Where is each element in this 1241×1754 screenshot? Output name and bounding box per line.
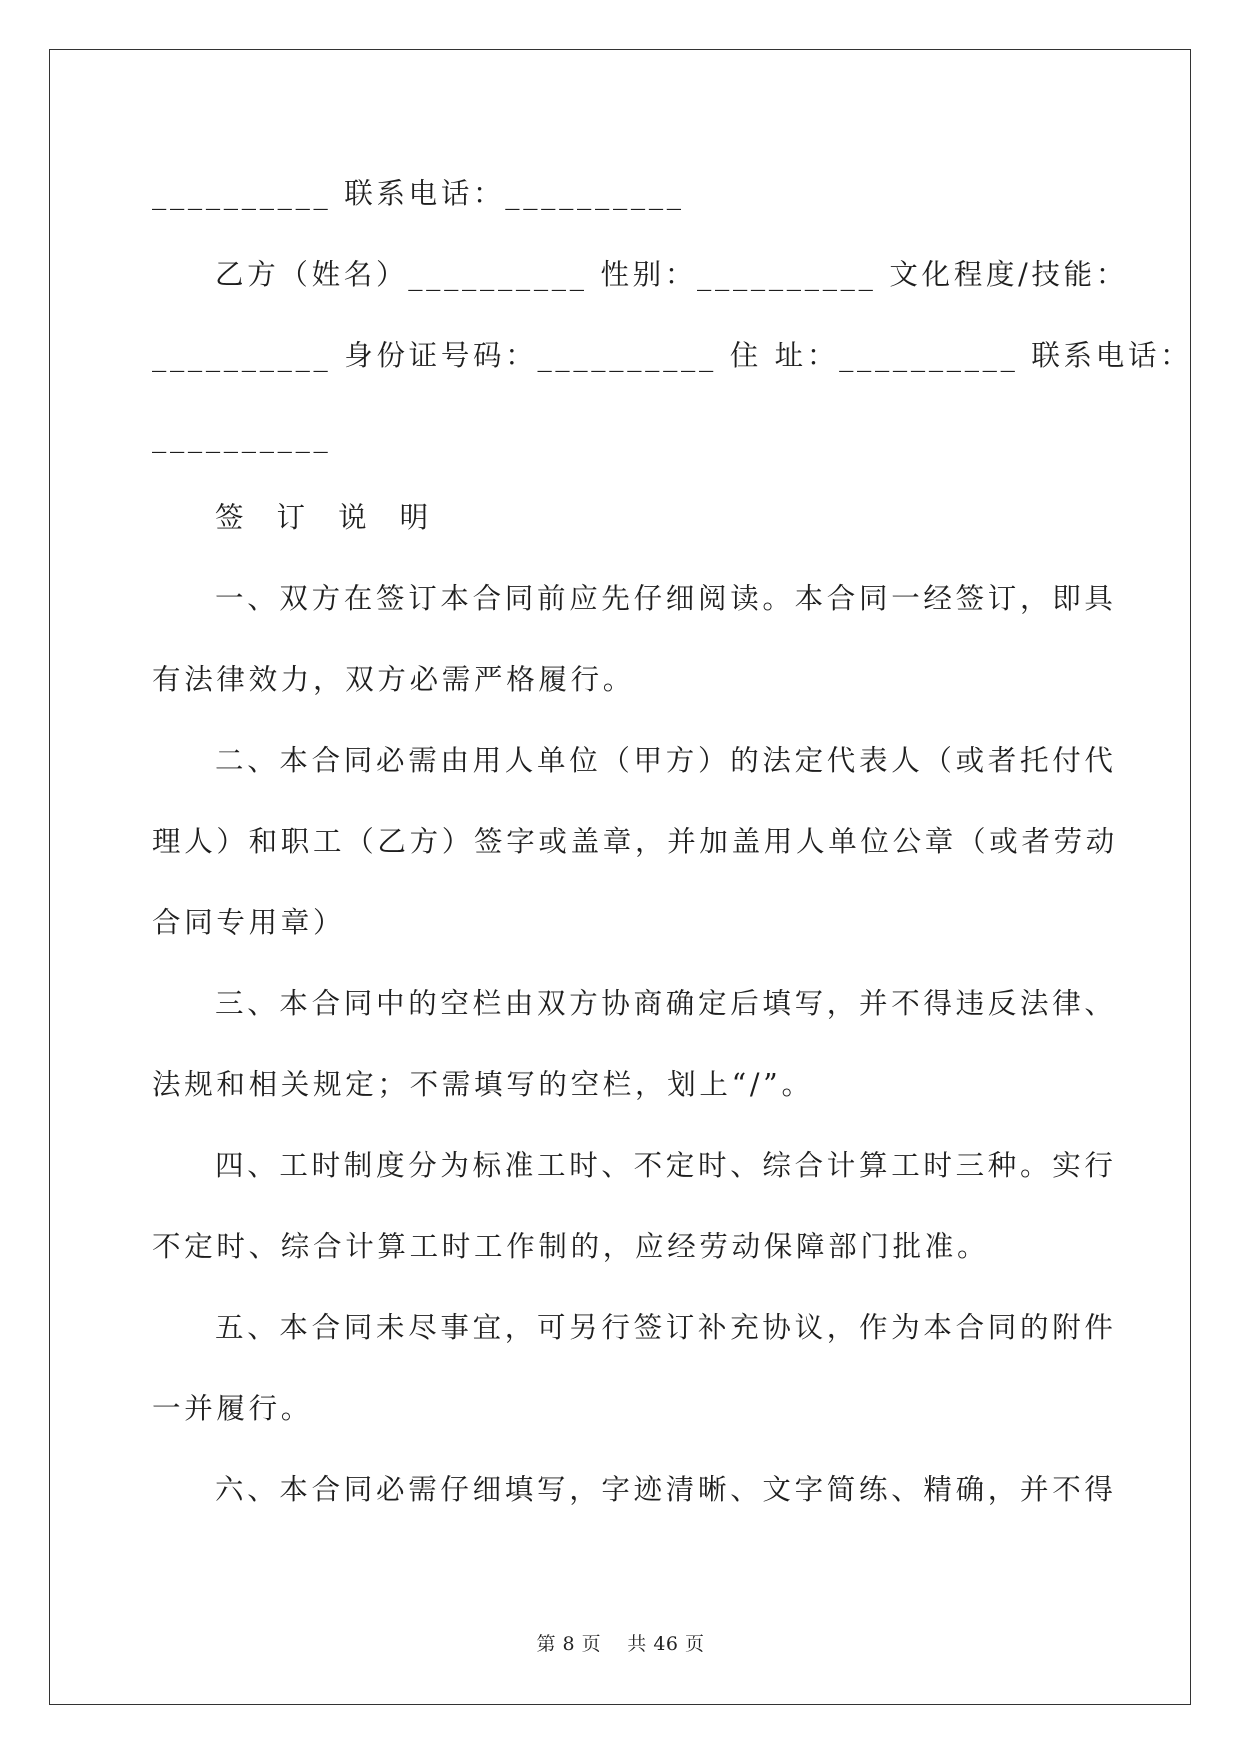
text-line: 一并履行。 (152, 1392, 314, 1425)
text-line: 乙方（姓名）__________ 性别：__________ 文化程度/技能： (215, 258, 1129, 291)
text-line: __________ 身份证号码：__________ 住 址：__________ 联系电话： (152, 339, 1193, 372)
text-line: 五、本合同未尽事宜，可另行签订补充协议，作为本合同的附件 (215, 1311, 1117, 1344)
text-line: 三、本合同中的空栏由双方协商确定后填写，并不得违反法律、 (215, 987, 1117, 1020)
text-line: 有法律效力，双方必需严格履行。 (152, 663, 636, 696)
text-line: 法规和相关规定；不需填写的空栏，划上“/”。 (152, 1068, 814, 1101)
text-line: 四、工时制度分为标准工时、不定时、综合计算工时三种。实行 (215, 1149, 1117, 1182)
section-heading: 签 订 说 明 (215, 501, 441, 534)
text-line: __________ 联系电话：__________ (152, 177, 685, 210)
text-line: 合同专用章） (152, 906, 346, 939)
page-number: 第 8 页 共 46 页 (536, 1633, 705, 1655)
text-line: 不定时、综合计算工时工作制的，应经劳动保障部门批准。 (152, 1230, 990, 1263)
page-border (49, 49, 1191, 1705)
text-line: 六、本合同必需仔细填写，字迹清晰、文字简练、精确，并不得 (215, 1473, 1117, 1506)
text-line: 一、双方在签订本合同前应先仔细阅读。本合同一经签订，即具 (215, 582, 1117, 615)
text-line: 二、本合同必需由用人单位（甲方）的法定代表人（或者托付代 (215, 744, 1117, 777)
text-line: __________ (152, 420, 332, 453)
text-line: 理人）和职工（乙方）签字或盖章，并加盖用人单位公章（或者劳动 (152, 825, 1119, 858)
